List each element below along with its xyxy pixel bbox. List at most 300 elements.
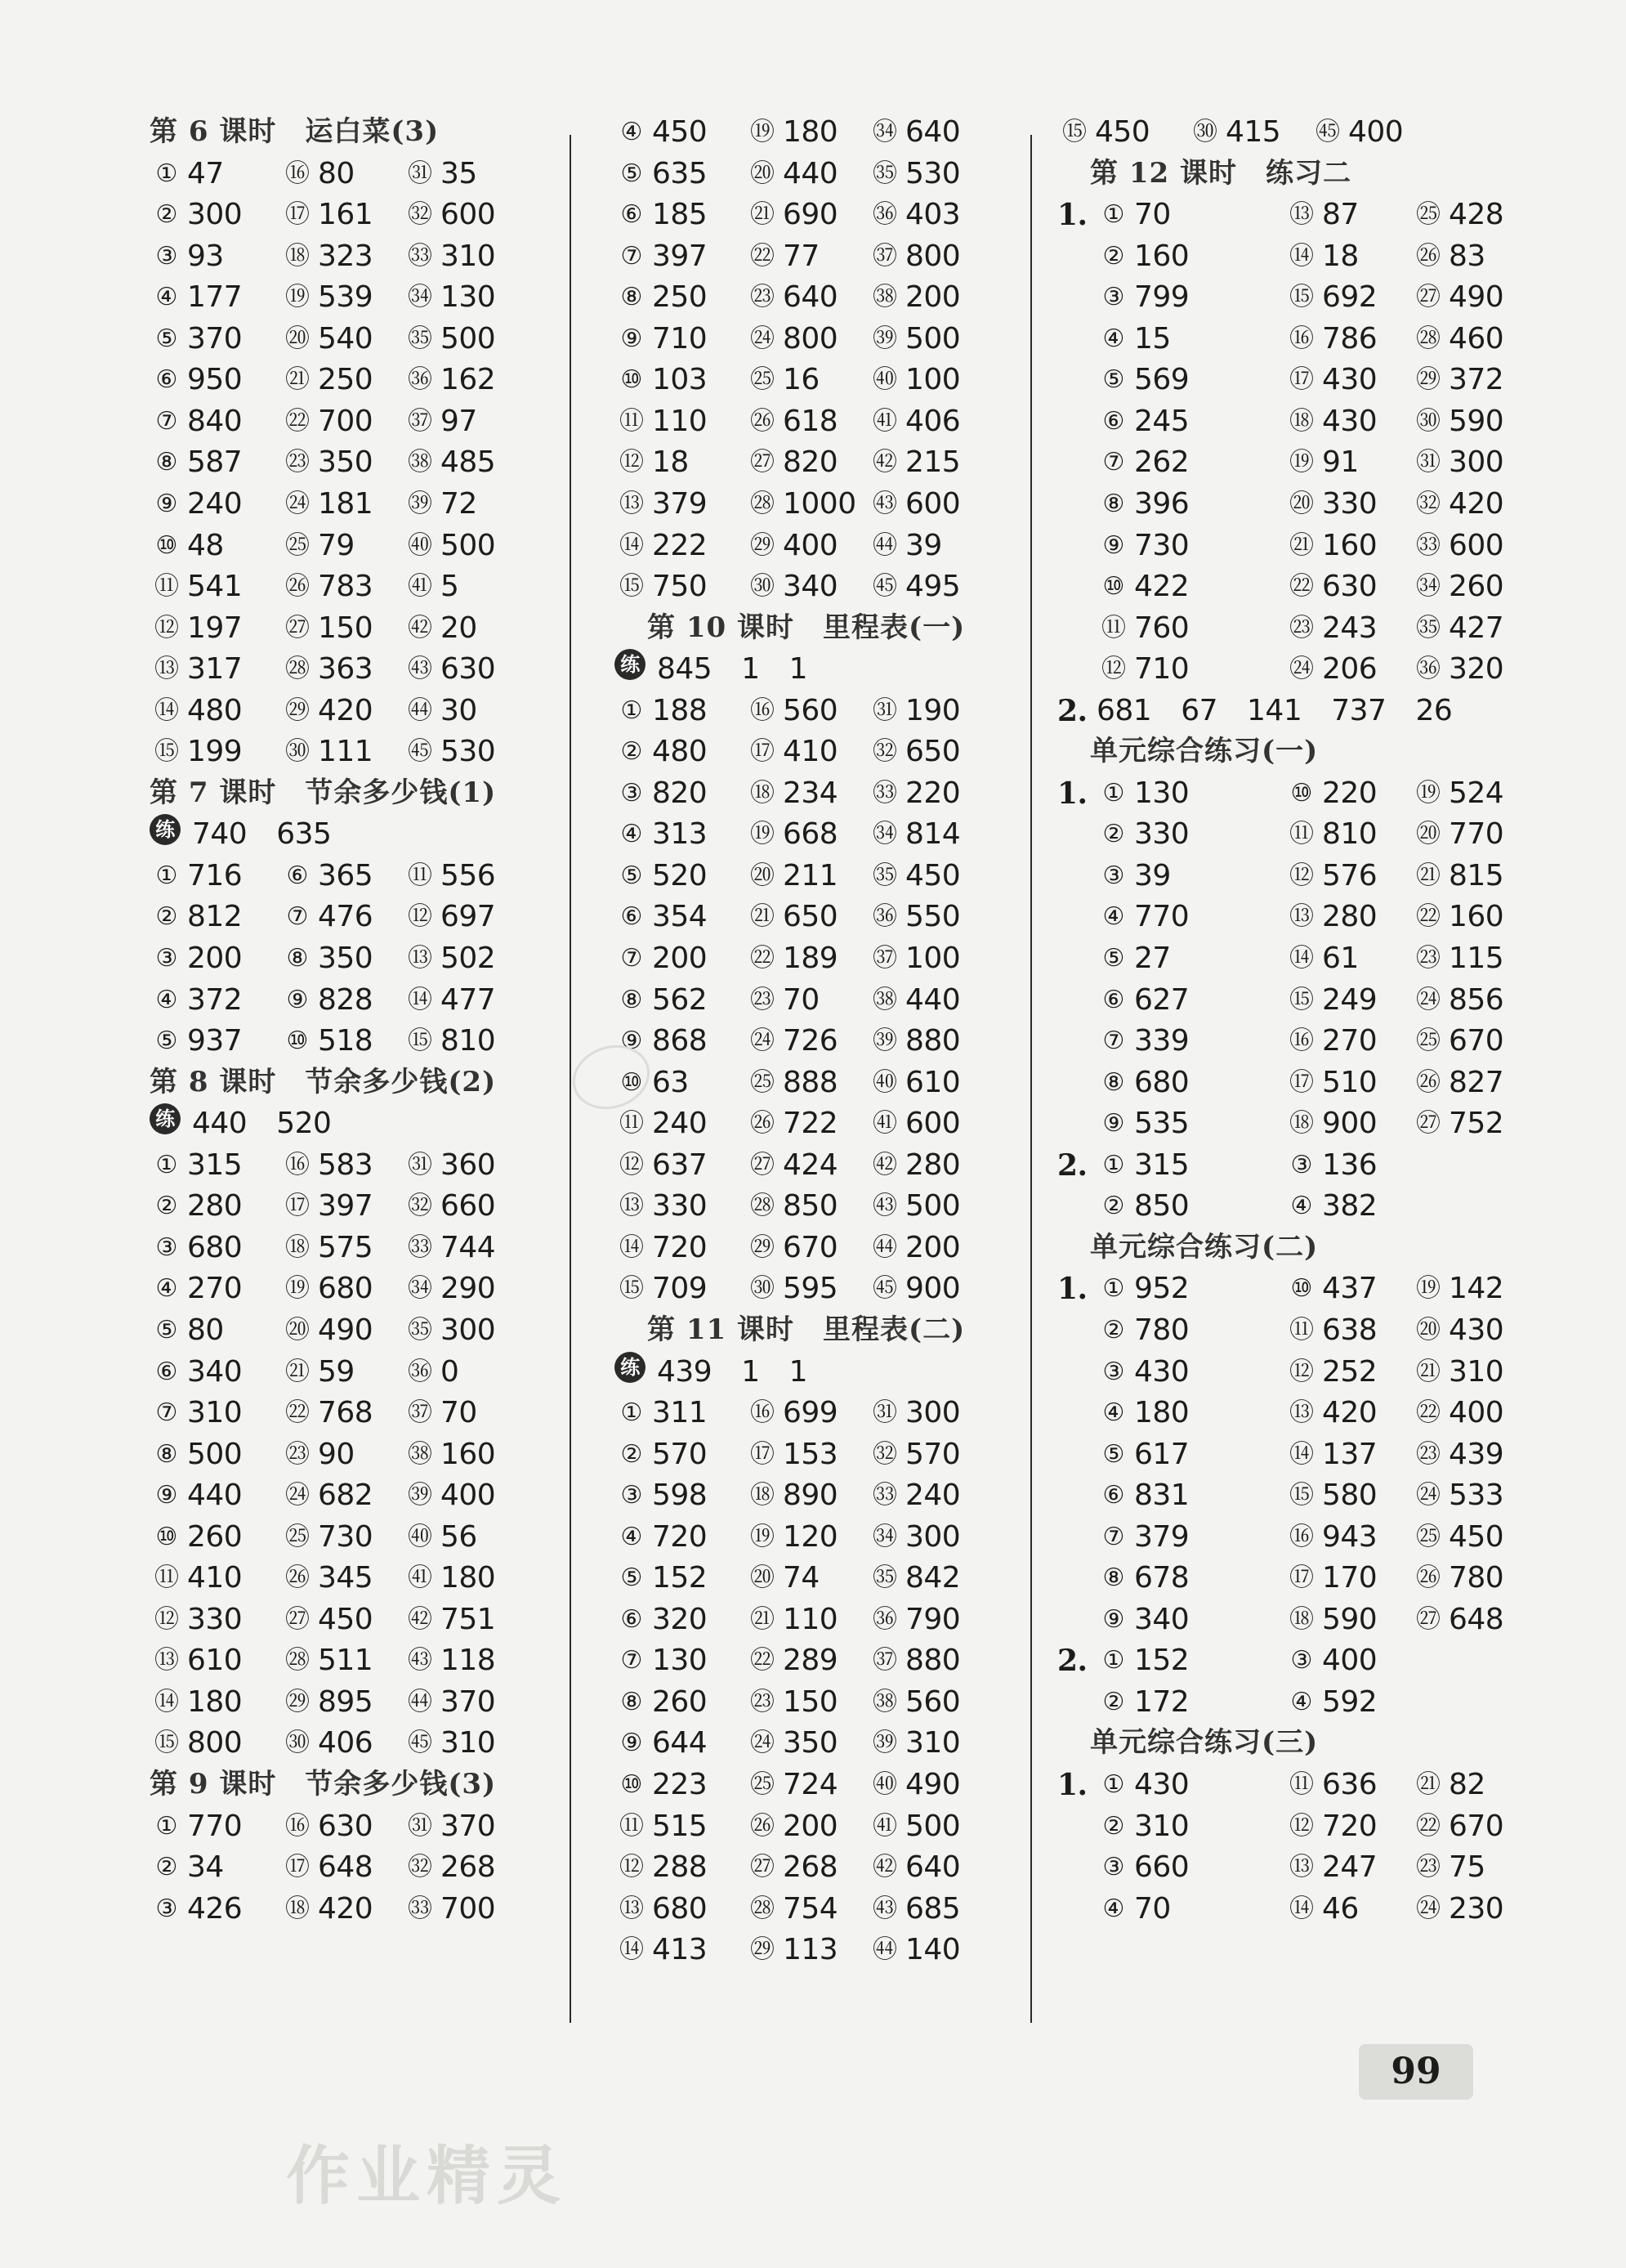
answer-value: 842 (905, 1561, 961, 1595)
item-number: ㉛ (873, 696, 896, 725)
item-number: ⑧ (620, 283, 641, 312)
answer-cell (868, 442, 960, 483)
answer-value: 856 (1449, 982, 1504, 1017)
answer-value: 1 (741, 652, 760, 687)
item-number: ⑬ (408, 944, 431, 973)
answer-row (614, 154, 1023, 195)
answer-cell (614, 526, 707, 566)
answer-value: 200 (187, 942, 243, 975)
answer-value: 360 (440, 1147, 496, 1182)
answer-value: 260 (1449, 570, 1504, 604)
answer-value: 379 (1134, 1519, 1190, 1554)
answer-cell (745, 1847, 838, 1888)
answer-value: 680 (1134, 1065, 1190, 1099)
item-number: ㊳ (873, 1687, 896, 1716)
item-number: ⑫ (1101, 655, 1124, 684)
item-number: ㊶ (408, 572, 431, 602)
answer-value: 177 (187, 280, 243, 315)
practice-badge: 练 (150, 1103, 181, 1134)
answer-value: 650 (783, 900, 838, 934)
answer-value: 740 (192, 817, 248, 852)
answer-value: 396 (1134, 486, 1190, 521)
answer-value: 310 (440, 1726, 496, 1760)
section-heading: 第 12 课时 练习二 (1090, 156, 1351, 190)
answer-row (1057, 1475, 1504, 1516)
answer-cell (1411, 277, 1503, 318)
answer-cell (1097, 773, 1189, 814)
answer-row (614, 1228, 1023, 1268)
item-number: ⑮ (1062, 118, 1085, 146)
answer-row (614, 773, 1023, 814)
item-number: ⑭ (154, 696, 177, 725)
answer-cell (745, 1599, 838, 1640)
answer-cell (150, 277, 242, 318)
answer-cell (868, 484, 960, 525)
answer-cell (280, 1640, 373, 1681)
answer-cell (1097, 566, 1189, 607)
item-number: ㉟ (873, 159, 896, 188)
answer-value: 370 (187, 321, 243, 356)
answer-value: 670 (1449, 1809, 1504, 1843)
answer-value: 15 (1134, 321, 1171, 356)
answer-cell (868, 1517, 960, 1558)
answer-value: 648 (318, 1850, 373, 1885)
answer-cell (868, 1640, 960, 1681)
answer-cell (1411, 938, 1503, 979)
answer-cell (403, 1723, 495, 1764)
item-number: ② (155, 902, 176, 932)
question-number: 2. (1057, 1147, 1088, 1183)
answer-value: 280 (1322, 900, 1378, 934)
answer-cell (868, 897, 960, 937)
answer-row (1057, 112, 1482, 153)
answer-cell (1311, 112, 1403, 153)
answer-value: 595 (783, 1272, 838, 1306)
answer-row (614, 897, 1023, 937)
answer-cell (150, 442, 242, 483)
answer-cell (1284, 236, 1359, 277)
answer-cell (280, 442, 373, 483)
item-number: ⑲ (1416, 1274, 1439, 1304)
answer-cell (614, 566, 707, 607)
answer-cell (403, 1889, 495, 1930)
answer-value: 682 (318, 1478, 373, 1513)
answer-cell (868, 1145, 960, 1186)
answer-row (1057, 401, 1504, 442)
answer-cell (280, 526, 355, 566)
answer-value: 636 (1322, 1768, 1378, 1801)
answer-value: 660 (440, 1189, 496, 1223)
answer-cell (403, 1352, 458, 1393)
item-number: ㉓ (285, 1439, 308, 1469)
answer-value: 440 (192, 1107, 248, 1141)
item-number: ④ (1290, 1687, 1311, 1716)
answer-value: 692 (1322, 280, 1378, 315)
answer-value: 161 (318, 198, 373, 232)
answer-cell (868, 731, 960, 772)
answer-value: 900 (905, 1272, 961, 1306)
item-number: ① (1102, 1646, 1123, 1675)
answer-cell (403, 1228, 495, 1268)
answer-cell (1411, 1889, 1503, 1930)
item-number: ⑥ (1102, 406, 1123, 436)
item-number: ㉜ (873, 1439, 896, 1469)
item-number: ⑰ (750, 737, 773, 767)
item-number: ㊴ (873, 1027, 896, 1056)
answer-value: 868 (652, 1024, 708, 1058)
item-number: ⑭ (154, 1687, 177, 1716)
answer-cell (745, 1434, 838, 1475)
item-number: ㊳ (408, 448, 431, 477)
answer-row (1057, 484, 1504, 525)
answer-cell (1284, 856, 1377, 897)
item-number: ㊳ (408, 1439, 431, 1469)
answer-value: 397 (318, 1189, 373, 1223)
answer-cell (745, 277, 838, 318)
answer-value: 827 (1449, 1065, 1504, 1099)
answer-row (614, 566, 1023, 607)
item-number: ④ (620, 1522, 641, 1551)
item-number: ③ (620, 1481, 641, 1510)
item-number: ㉕ (285, 1522, 308, 1551)
answer-cell (403, 1145, 495, 1186)
answer-row (150, 1889, 558, 1930)
answer-row (1057, 980, 1504, 1021)
answer-value: 72 (440, 486, 477, 521)
answer-value: 490 (1449, 280, 1504, 315)
item-number: ㊲ (408, 406, 431, 436)
answer-value: 592 (1322, 1684, 1378, 1719)
item-number: ㉓ (1289, 613, 1312, 642)
answer-value: 39 (905, 528, 942, 562)
answer-cell (403, 484, 477, 525)
answer-value: 150 (318, 611, 373, 645)
item-number: ㉒ (750, 241, 773, 271)
answer-cell (280, 319, 373, 360)
answer-value: 1 (741, 1354, 760, 1389)
answer-cell (1284, 1517, 1377, 1558)
answer-value: 300 (440, 1313, 496, 1347)
item-number: ㊺ (873, 1274, 896, 1304)
answer-cell (1411, 526, 1503, 566)
answer-cell (745, 526, 838, 566)
item-number: ⑱ (285, 1232, 308, 1262)
answer-value: 540 (318, 321, 373, 356)
answer-value: 617 (1134, 1437, 1190, 1471)
answer-value: 97 (440, 404, 477, 438)
item-number: ③ (155, 1232, 176, 1262)
answer-row (150, 1352, 558, 1393)
answer-cell (1284, 938, 1359, 979)
item-number: ⑨ (620, 1729, 641, 1758)
answer-row (150, 608, 558, 649)
answer-row (614, 1558, 1023, 1599)
answer-row (1057, 1640, 1482, 1681)
answer-cell (868, 154, 960, 195)
item-number: ⑭ (408, 985, 431, 1014)
item-number: ⑦ (155, 406, 176, 436)
answer-value: 247 (1322, 1850, 1378, 1885)
item-number: ㉑ (285, 1357, 308, 1386)
answer-cell (403, 442, 495, 483)
item-number: ㉙ (285, 696, 308, 725)
answer-row (614, 1599, 1023, 1640)
item-number: ㉒ (1416, 1811, 1439, 1841)
answer-value: 249 (1322, 982, 1378, 1017)
answer-value: 490 (905, 1768, 961, 1801)
answer-cell (1097, 236, 1189, 277)
item-number: ㉝ (873, 778, 896, 807)
item-number: ㉕ (750, 1770, 773, 1799)
answer-row (150, 1475, 558, 1516)
answer-value: 317 (187, 652, 243, 687)
answer-cell (1411, 484, 1503, 525)
answer-cell (1411, 1021, 1503, 1062)
item-number: ⑮ (1289, 985, 1312, 1014)
item-number: ⑬ (1289, 902, 1312, 932)
item-number: ⑫ (619, 1853, 642, 1882)
answer-cell (1284, 649, 1377, 690)
answer-value: 770 (187, 1809, 243, 1843)
item-number: ③ (1290, 1646, 1311, 1675)
answer-row (614, 691, 1023, 731)
answer-value: 716 (187, 858, 243, 892)
item-number: ㉚ (1416, 406, 1439, 436)
item-number: ⑧ (1102, 489, 1123, 518)
item-number: ⑫ (154, 613, 177, 642)
item-number: ㉔ (285, 1481, 308, 1510)
answer-row (1057, 277, 1504, 318)
answer-cell (745, 1889, 838, 1930)
answer-cell (745, 1145, 838, 1186)
item-number: ⑬ (619, 1192, 642, 1221)
item-number: ㊶ (408, 1563, 431, 1593)
answer-cell (1284, 442, 1359, 483)
item-number: ㊱ (873, 902, 896, 932)
answer-value: 310 (905, 1726, 961, 1760)
item-number: ㉗ (1416, 1109, 1439, 1138)
item-number: ⑲ (285, 283, 308, 312)
answer-cell (745, 1517, 838, 1558)
answer-value: 618 (783, 404, 838, 438)
item-number: ④ (155, 1274, 176, 1304)
answer-cell (280, 1145, 373, 1186)
item-number: ⑮ (1289, 283, 1312, 312)
answer-value: 569 (1134, 363, 1190, 397)
answer-value: 245 (1134, 404, 1190, 438)
item-number: ⑥ (155, 365, 176, 395)
item-number: ③ (1102, 861, 1123, 890)
answer-row (1057, 773, 1504, 814)
practice-badge: 练 (150, 814, 181, 845)
answer-cell (614, 731, 707, 772)
answer-cell (745, 1393, 838, 1434)
answer-cell (1411, 1599, 1503, 1640)
answer-cell (150, 1393, 242, 1434)
answer-value: 850 (783, 1189, 838, 1223)
answer-cell (403, 1186, 495, 1227)
answer-cell (1284, 1889, 1359, 1930)
answer-value: 650 (905, 735, 961, 769)
answer-row (150, 526, 558, 566)
answer-value: 406 (905, 404, 961, 438)
answer-cell (150, 1434, 242, 1475)
answer-cell (150, 1723, 242, 1764)
item-number: ㉗ (285, 1604, 308, 1634)
answer-cell (614, 1723, 707, 1764)
section-heading: 单元综合练习(二) (1090, 1230, 1319, 1264)
item-number: ㉝ (408, 241, 431, 271)
answer-cell (614, 236, 707, 277)
answer-value: 880 (905, 1644, 961, 1678)
item-number: ㊸ (408, 655, 431, 684)
item-number: ㉒ (750, 1646, 773, 1675)
answer-cell (150, 1847, 224, 1888)
answer-value: 476 (318, 900, 373, 934)
answer-row (1057, 1103, 1504, 1144)
answer-value: 635 (276, 817, 332, 852)
answer-value: 310 (440, 239, 496, 273)
item-number: ① (155, 159, 176, 188)
item-number: ⑰ (285, 1192, 308, 1221)
item-number: ⑯ (285, 1811, 308, 1841)
answer-cell (1097, 1186, 1189, 1227)
item-number: ⑭ (1289, 944, 1312, 973)
answer-cell (868, 980, 960, 1021)
item-number: ㉘ (285, 1646, 308, 1675)
answer-value: 630 (318, 1809, 373, 1843)
answer-value: 354 (652, 900, 708, 934)
answer-cell (150, 526, 224, 566)
answer-value: 485 (440, 445, 496, 480)
answer-row (614, 319, 1023, 360)
item-number: ⑦ (155, 1398, 176, 1428)
answer-row (614, 1186, 1023, 1227)
item-number: ㊶ (873, 1109, 896, 1138)
answer-cell (1411, 1103, 1503, 1144)
answer-cell (1411, 195, 1503, 235)
answer-cell (150, 236, 224, 277)
item-number: ② (155, 1192, 176, 1221)
answer-cell (745, 484, 856, 525)
answer-value: 252 (1322, 1354, 1378, 1389)
answer-cell (280, 195, 373, 235)
answer-row (150, 856, 558, 897)
item-number: ㉒ (285, 1398, 308, 1428)
answer-cell (1284, 1765, 1377, 1805)
answer-value: 810 (1322, 817, 1378, 852)
item-number: ⑲ (750, 118, 773, 146)
answer-cell (745, 236, 820, 277)
answer-value: 820 (652, 776, 708, 810)
item-number: ⑫ (619, 448, 642, 477)
answer-row (1057, 691, 1481, 731)
answer-value: 160 (1322, 528, 1378, 562)
answer-cell (150, 691, 242, 731)
answer-cell (150, 608, 242, 649)
answer-value: 710 (652, 321, 708, 356)
item-number: ㉚ (285, 737, 308, 767)
answer-value: 400 (440, 1478, 496, 1513)
answer-cell (1284, 1352, 1377, 1393)
answer-cell (1097, 1847, 1189, 1888)
answer-row (150, 1682, 558, 1723)
answer-value: 520 (276, 1107, 332, 1141)
answer-cell (1411, 236, 1485, 277)
item-number: ② (155, 200, 176, 230)
answer-value: 450 (905, 858, 961, 892)
item-number: ㊺ (1316, 118, 1338, 146)
answer-cell (150, 1682, 242, 1723)
answer-value: 181 (318, 486, 373, 521)
item-number: ㉟ (408, 1315, 431, 1344)
answer-cell (1411, 897, 1503, 937)
answer-value: 943 (1322, 1519, 1378, 1554)
item-number: ⑮ (1289, 1481, 1312, 1510)
answer-value: 340 (187, 1354, 243, 1389)
answer-value: 520 (652, 858, 708, 892)
answer-cell (1097, 442, 1189, 483)
item-number: ㉔ (1289, 655, 1312, 684)
answer-row (150, 1434, 558, 1475)
answer-value: 750 (652, 570, 708, 604)
answer-row (150, 1640, 558, 1681)
answer-cell (1284, 1186, 1377, 1227)
answer-cell (745, 319, 838, 360)
answer-value: 500 (440, 321, 496, 356)
item-number: ⑧ (155, 1439, 176, 1469)
answer-cell (1057, 112, 1150, 153)
item-number: ⑳ (750, 159, 773, 188)
answer-cell (403, 897, 495, 937)
answer-cell (868, 814, 960, 855)
answer-value: 27 (1134, 942, 1171, 975)
answer-row (150, 649, 558, 690)
answer-cell (1411, 1558, 1503, 1599)
answer-value: 260 (652, 1684, 708, 1719)
answer-cell (868, 1062, 960, 1103)
answer-cell (280, 1228, 373, 1268)
item-number: ㉖ (1416, 241, 1439, 271)
answer-cell (614, 1765, 707, 1805)
answer-cell (1411, 608, 1503, 649)
answer-value: 627 (1134, 982, 1190, 1017)
answer-value: 75 (1449, 1850, 1485, 1885)
answer-value: 330 (1322, 486, 1378, 521)
answer-cell (150, 1145, 242, 1186)
item-number: ⑥ (155, 1357, 176, 1386)
item-number: ⑱ (285, 241, 308, 271)
answer-value: 230 (1449, 1891, 1504, 1926)
answer-row (1057, 1682, 1482, 1723)
item-number: ㉕ (750, 365, 773, 395)
answer-value: 895 (318, 1684, 373, 1719)
answer-row (1057, 1558, 1504, 1599)
answer-cell (1411, 1393, 1503, 1434)
answer-value: 410 (783, 735, 838, 769)
item-number: ㉔ (750, 324, 773, 353)
item-number: ⑳ (285, 324, 308, 353)
answer-value: 648 (1449, 1602, 1504, 1636)
item-number: ⑭ (619, 1935, 642, 1965)
answer-value: 820 (783, 445, 838, 480)
item-number: ㉙ (285, 1687, 308, 1716)
answer-value: 610 (905, 1065, 961, 1099)
item-number: ⑫ (1289, 1357, 1312, 1386)
answer-row (1057, 1393, 1504, 1434)
item-number: ⑱ (285, 1894, 308, 1923)
item-number: ⑧ (1102, 1067, 1123, 1097)
